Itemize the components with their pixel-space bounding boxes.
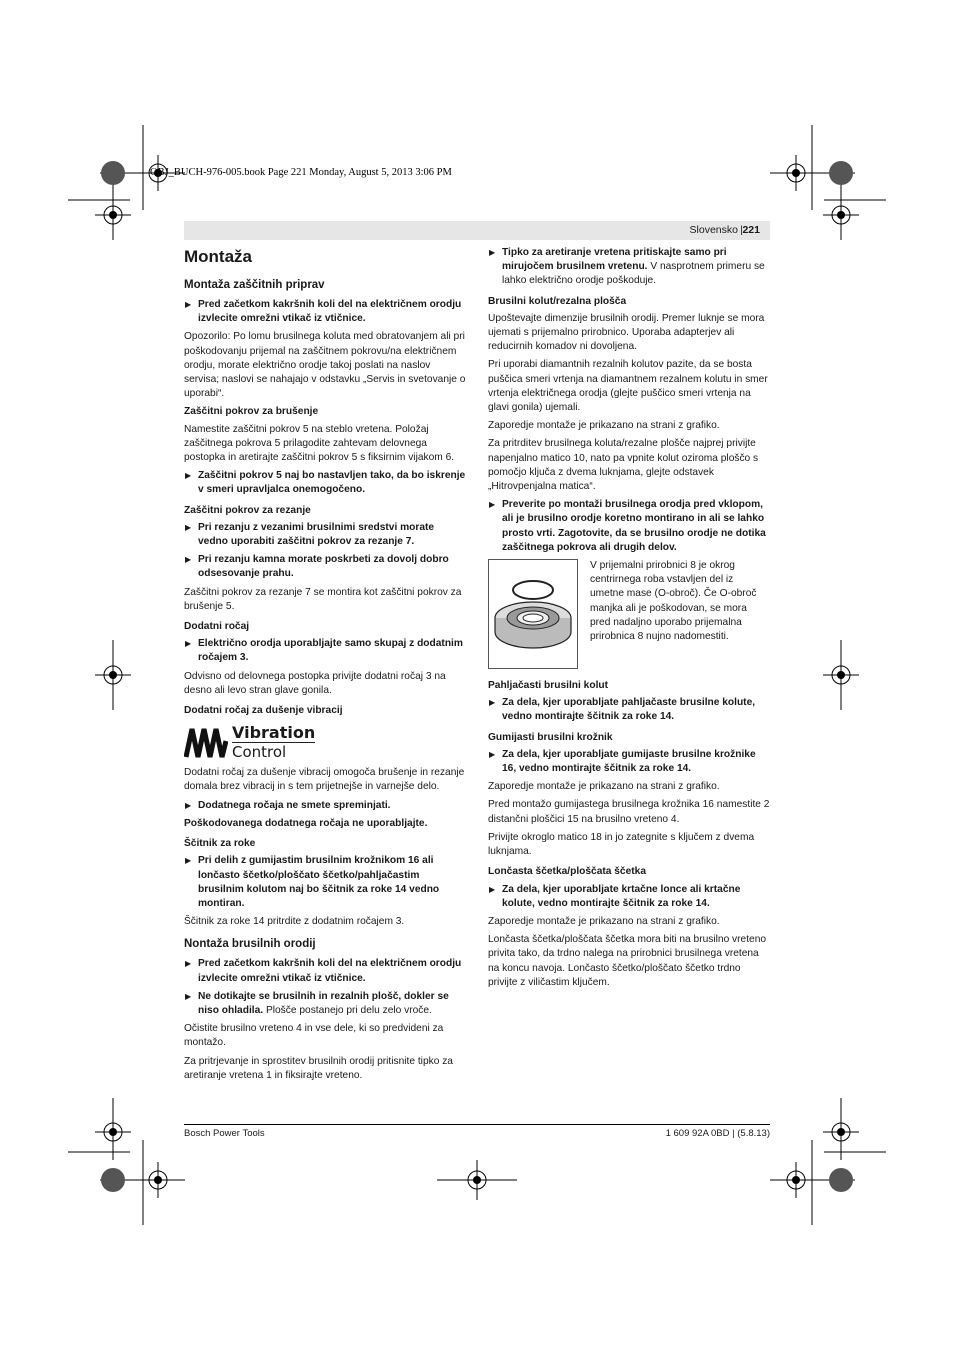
bullet-item: ▶ Za dela, kjer uporabljate pahljačaste brusilne kolute, vedno montirajte ščitnik za roke 14. <box>489 697 756 723</box>
paragraph: Za pritrditev brusilnega koluta/rezalne plošče najprej privijte napenjalno matico 10, nato pa vpnite kolut oziroma ploščo s pomočjo ključa z dvema luknjama, glejte odstavek „Hitrovpenjalna matica“. <box>488 438 759 493</box>
bullet-item: ▶ Pred začetkom kakršnih koli del na električnem orodju izvlecite omrežni vtikač iz vtičnice. <box>185 958 462 984</box>
arrow-icon: ▶ <box>185 800 192 810</box>
paragraph: Dodatni ročaj za dušenje vibracij omogoča brušenje in rezanje domala brez vibracij in s tem prijetnejše in varnejše delo. <box>184 767 465 793</box>
paragraph: Poškodovanega dodatnega ročaja ne uporabljajte. <box>184 817 428 829</box>
bullet-item: ▶ Pri rezanju kamna morate poskrbeti za dovolj dobro odsesovanje prahu. <box>185 554 449 580</box>
bullet-item: ▶ Za dela, kjer uporabljate gumijaste brusilne krožnike 16, vedno montirajte ščitnik za roke 14. <box>489 748 756 775</box>
paragraph: Upoštevajte dimenzije brusilnih orodij. Premer luknje se mora ujemati s prijemalno prirobnico. Uporaba adapterjev ali reducirnih komadov ni dovoljena. <box>488 312 765 353</box>
flange-o-ring-illustration <box>489 560 577 668</box>
section-title: Nontaža brusilnih orodij <box>184 938 316 951</box>
arrow-icon: ▶ <box>185 856 192 866</box>
bullet-item: ▶ Preverite po montaži brusilnega orodja pred vklopom, ali je brusilno orodje koretno montirano in ali se lahko prosto vrti. Zagotovite, da se brusilno orodje ne dotika zaščitnega pokrova ali drugih delov. <box>489 499 766 553</box>
bullet-item: ▶ Pred začetkom kakršnih koli del na električnem orodju izvlecite omrežni vtikač iz vtičnice. <box>185 299 462 325</box>
vibration-control-logo <box>184 722 466 762</box>
footer-brand: Bosch Power Tools <box>184 1128 265 1139</box>
subsection-title: Gumijasti brusilni krožnik <box>488 731 613 743</box>
paragraph: Očistite brusilno vreteno 4 in vse dele, ki so predvideni za montažo. <box>184 1023 444 1049</box>
paragraph: Odvisno od delovnega postopka privijte dodatni ročaj 3 na desno ali levo stran glave gonila. <box>184 670 446 696</box>
arrow-icon: ▶ <box>489 698 496 708</box>
page-title: Montaža <box>184 247 252 266</box>
paragraph: Zaporedje montaže je prikazano na strani z grafiko. <box>488 420 720 432</box>
arrow-icon: ▶ <box>185 471 192 481</box>
page-number: 221 <box>742 224 760 236</box>
footer-doc-number: 1 609 92A 0BD | (5.8.13) <box>665 1128 770 1139</box>
subsection-title: Dodatni ročaj za dušenje vibracij <box>184 705 343 717</box>
subsection-title: Ščitnik za roke <box>184 838 256 850</box>
o-ring-figure <box>488 559 578 669</box>
paragraph: Za pritrjevanje in sprostitev brusilnih orodij pritisnite tipko za aretiranje vretena 1 in fiksirajte vreteno. <box>184 1055 453 1081</box>
paragraph: Zaporedje montaže je prikazano na strani z grafiko. <box>488 915 720 927</box>
bullet-item: ▶ Zaščitni pokrov 5 naj bo nastavljen tako, da bo iskrenje v smeri upravljalca onemogočeno. <box>185 470 466 496</box>
right-column <box>488 246 770 994</box>
bullet-item: ▶ Tipko za aretiranje vretena pritiskajte samo pri mirujočem brusilnem vretenu. V nasprotnem primeru se lahko električno orodje poškoduje. <box>489 247 765 287</box>
header-separator: | <box>740 224 743 236</box>
arrow-icon: ▶ <box>489 500 496 510</box>
arrow-icon: ▶ <box>185 991 192 1001</box>
paragraph: Opozorilo: Po lomu brusilnega koluta med obratovanjem ali pri poškodovanju prijemal na zaščitnem pokrovu/na električnem orodju, morate električno orodje takoj poslati na naslov servisa; naslovi se nahajajo v odstavku „Servis in svetovanje o uporabi“. <box>184 331 466 400</box>
subsection-title: Zaščitni pokrov za rezanje <box>184 504 311 516</box>
control-label: Control <box>232 742 287 761</box>
paragraph: Privijte okroglo matico 18 in jo zategnite s ključem z dvema luknjama. <box>488 831 755 858</box>
arrow-icon: ▶ <box>489 248 496 257</box>
left-column <box>184 246 466 1087</box>
arrow-icon: ▶ <box>185 639 192 649</box>
subsection-title: Zaščitni pokrov za brušenje <box>184 406 319 418</box>
arrow-icon: ▶ <box>489 749 496 759</box>
header-language: Slovensko <box>689 224 738 236</box>
arrow-icon: ▶ <box>185 555 192 565</box>
bullet-item: ▶ Ne dotikajte se brusilnih in rezalnih plošč, dokler se niso ohladila. Plošče postanejo pri delu zelo vroče. <box>185 990 449 1016</box>
page-header <box>184 221 770 240</box>
bullet-item: ▶ Pri delih z gumijastim brusilnim krožnikom 16 ali lončasto ščetko/ploščato ščetko/pahljačastim brusilnim kolutom naj bo ščitnik za roke 14 vedno montiran. <box>185 855 440 909</box>
bullet-item: ▶ Za dela, kjer uporabljate krtačne lonce ali krtačne kolute, vedno montirajte ščitnik za roke 14. <box>489 883 741 909</box>
arrow-icon: ▶ <box>185 522 192 532</box>
paragraph: Ščitnik za roke 14 pritrdite z dodatnim ročajem 3. <box>184 916 405 928</box>
o-ring-figure-block <box>488 559 770 669</box>
vibration-label: Vibration <box>232 722 316 742</box>
paragraph: Pred montažo gumijastega brusilnega krožnika 16 namestite 2 distančni ploščici 15 na brusilno vreteno 4. <box>488 799 770 825</box>
file-info-line: OBJ_BUCH-976-005.book Page 221 Monday, August 5, 2013 3:06 PM <box>150 167 452 178</box>
paragraph: Zaporedje montaže je prikazano na strani z grafiko. <box>488 781 720 793</box>
subsection-title: Brusilni kolut/rezalna plošča <box>488 295 627 307</box>
bullet-item: ▶ Dodatnega ročaja ne smete spreminjati. <box>184 799 466 813</box>
bullet-item: ▶ Pri rezanju z vezanimi brusilnimi sredstvi morate vedno uporabiti zaščitni pokrov za rezanje 7. <box>185 521 435 548</box>
subsection-title: Pahljačasti brusilni kolut <box>488 680 609 692</box>
paragraph: Zaščitni pokrov za rezanje 7 se montira kot zaščitni pokrov za brušenje 5. <box>184 586 462 612</box>
subsection-title: Dodatni ročaj <box>184 621 250 633</box>
figure-caption: V prijemalni prirobnici 8 je okrog centrirnega roba vstavljen del iz umetne mase (O-obroč). Če O-obroč manjka ali je poškodovan, se mora pred nadaljno uporabo prijemalna prirobnica 8 nujno nadomestiti. <box>590 560 757 643</box>
paragraph: Namestite zaščitni pokrov 5 na steblo vretena. Položaj zaščitnega pokrova 5 prilagodite zahtevam delovnega postopka in aretirajte zaščitni pokrov 5 s fiksirnim vijakom 6. <box>184 423 455 464</box>
arrow-icon: ▶ <box>185 959 192 969</box>
subsection-title: Lončasta ščetka/ploščata ščetka <box>488 866 646 878</box>
vibration-wave-icon <box>184 723 228 761</box>
section-title: Montaža zaščitnih priprav <box>184 279 325 291</box>
paragraph: Pri uporabi diamantnih rezalnih kolutov pazite, da se bosta puščica smeri vrtenja na diamantnem rezalnem kolutu in smer vrtenja električnega orodja (glejte puščico smeri vrtenja na glavi gonila) ujemali. <box>488 359 768 414</box>
bullet-item: ▶ Električno orodja uporabljajte samo skupaj z dodatnim ročajem 3. <box>185 638 463 664</box>
arrow-icon: ▶ <box>185 300 192 309</box>
arrow-icon: ▶ <box>489 884 496 894</box>
paragraph: Lončasta ščetka/ploščata ščetka mora biti na brusilno vreteno privita tako, da trdno nalega na prirobnici brusilnega vretena na koncu navoja. Lončasto ščetko/ploščato ščetko trdno privijte z viličastim ključem. <box>488 934 767 988</box>
footer-rule <box>184 1124 770 1125</box>
